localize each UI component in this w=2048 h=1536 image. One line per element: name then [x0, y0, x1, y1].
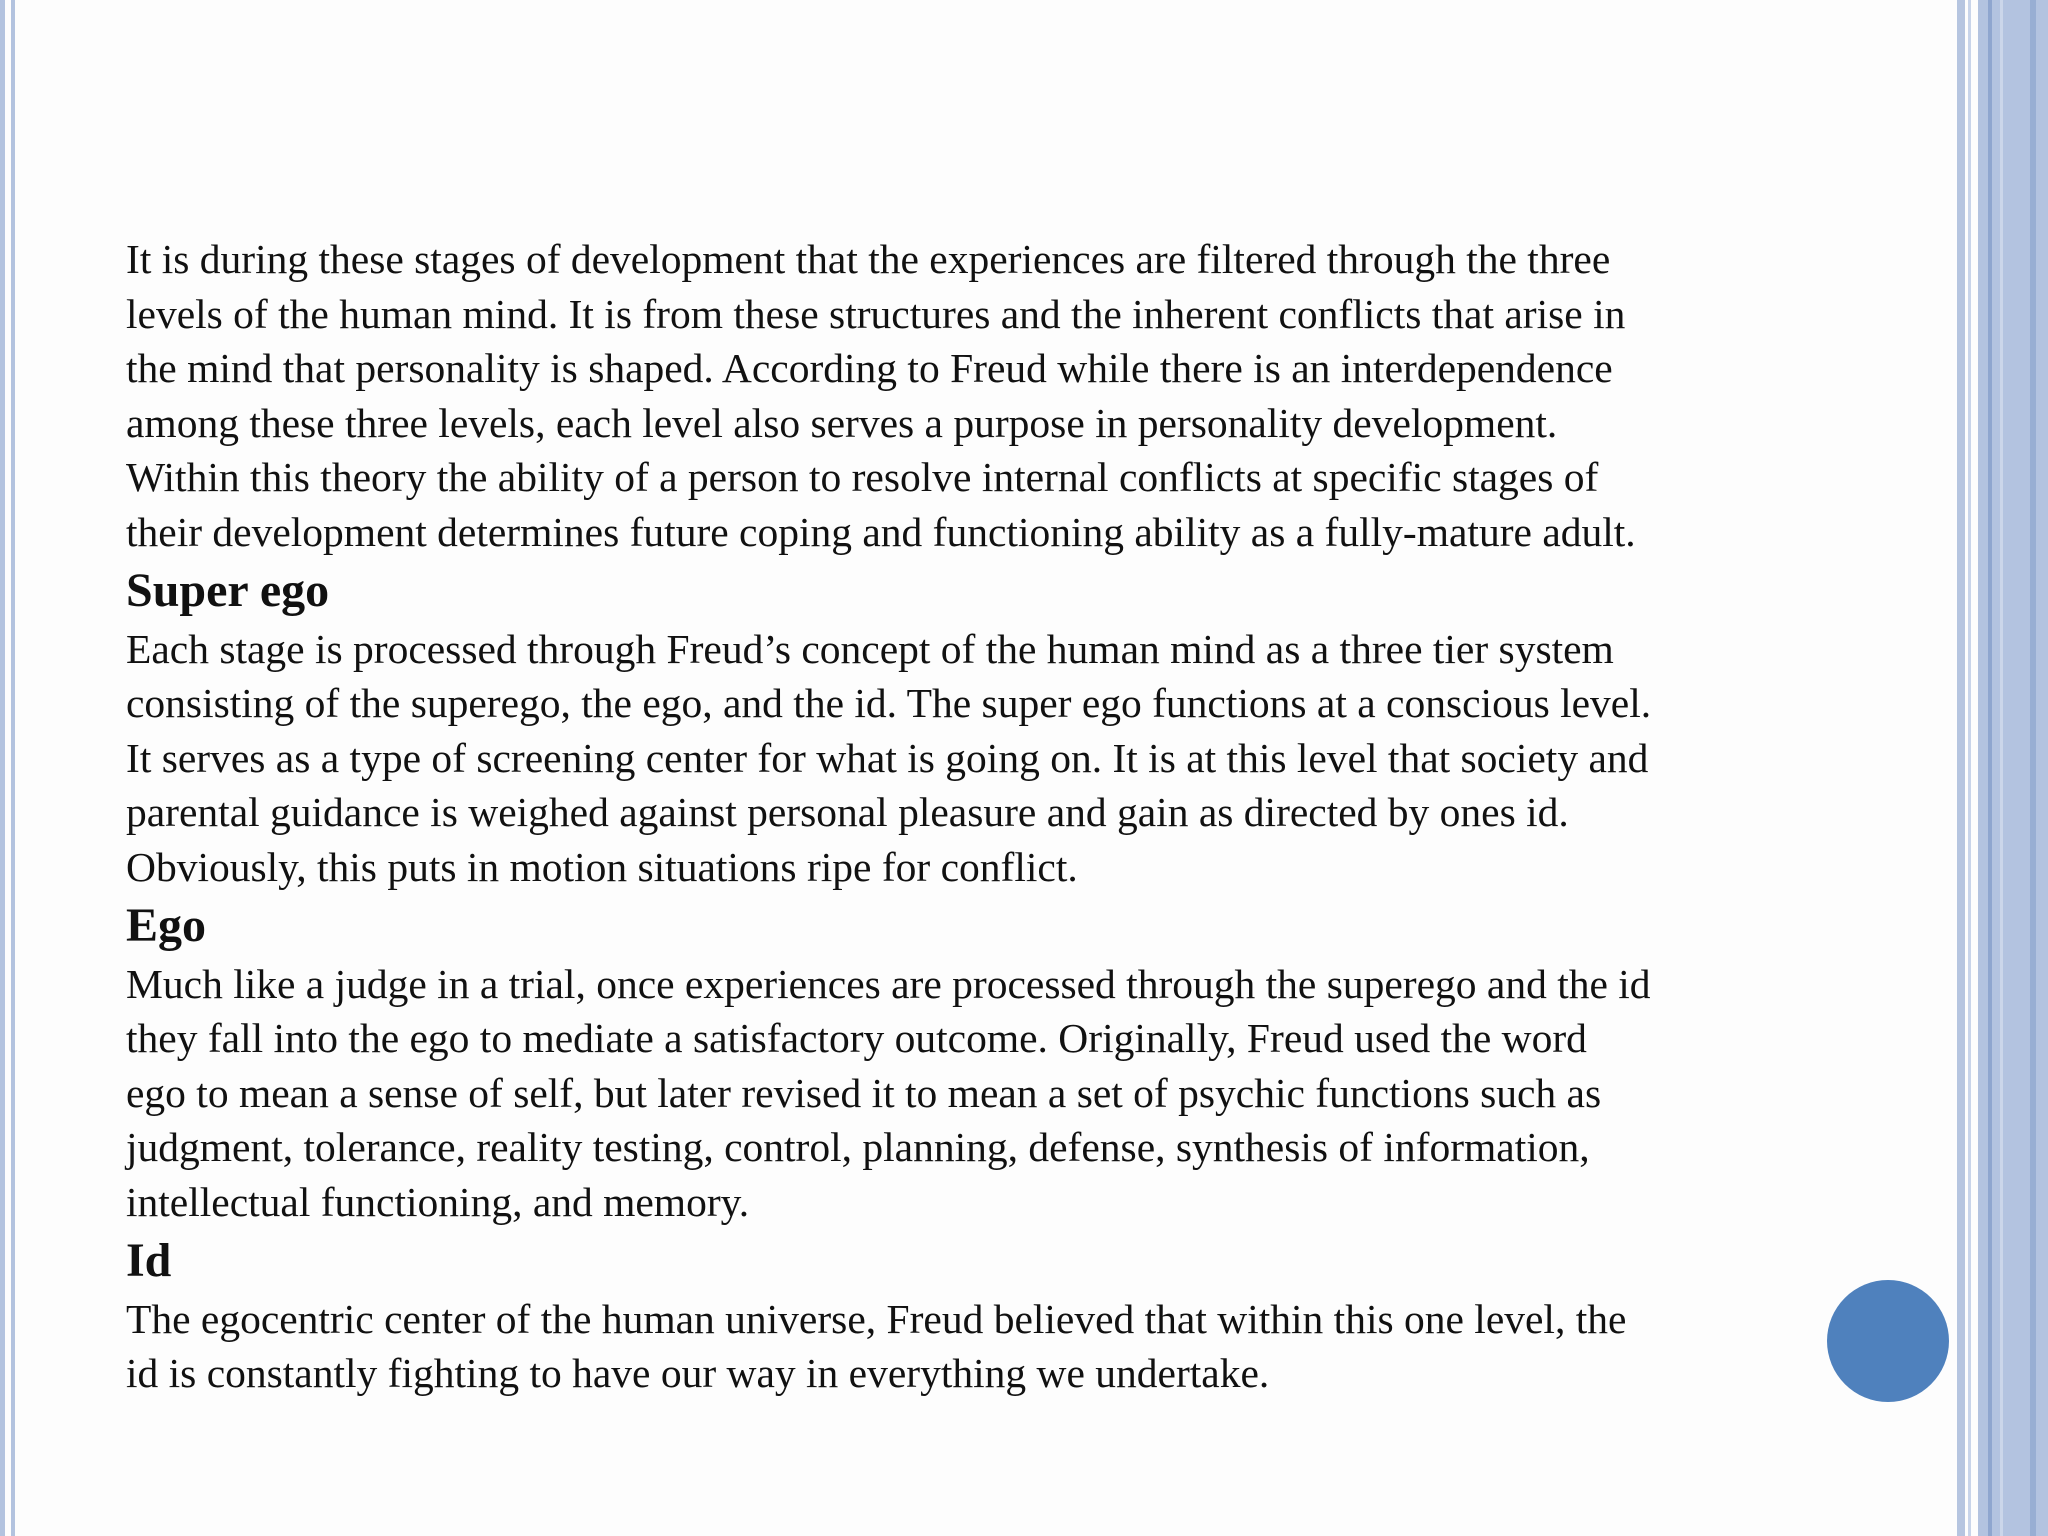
section-body-id: The egocentric center of the human universe, Freud believed that within this one level, the id is constantly fighting to have our way in everything we undertake. [126, 1295, 1627, 1397]
section-body-super-ego: Each stage is processed through Freud’s concept of the human mind as a three tier system consisting of the superego, the ego, and the id. The super ego functions at a conscious level. It serves as a type of screening center for what is going on. It is at this level that society and parental guidance is weighed against personal pleasure and gain as directed by ones id. Obviously, this puts in motion situations ripe for conflict. [126, 625, 1652, 890]
right-decor-stripe [2030, 0, 2036, 1536]
right-decor-line [1968, 0, 1971, 1536]
decorative-circle [1827, 1280, 1949, 1402]
section-body-ego: Much like a judge in a trial, once experiences are processed through the superego and the id they fall into the ego to mediate a satisfactory outcome. Originally, Freud used the word ego to mean a sense of self, but later revised it to mean a set of psychic functions such as judgment, tolerance, reality testing, control, planning, defense, synthesis of information, intellectual functioning, and memory. [126, 960, 1651, 1225]
section-heading-ego: Ego [126, 898, 207, 952]
intro-paragraph: It is during these stages of development that the experiences are filtered through the three levels of the human mind. It is from these structures and the inherent conflicts that arise in the mind that personality is shaped. According to Freud while there is an interdependence among these three levels, each level also serves a purpose in personality development. Within this theory the ability of a person to resolve internal conflicts at specific stages of their development determines future coping and functioning ability as a fully-mature adult. [126, 236, 1636, 555]
right-decor-stripe [1988, 0, 1992, 1536]
right-decor-stripe [2000, 0, 2003, 1536]
left-border-line [0, 0, 5, 1536]
left-border-line [11, 0, 15, 1536]
slide-body [126, 232, 1826, 1401]
right-decor-line [1957, 0, 1965, 1536]
section-heading-id: Id [126, 1233, 172, 1287]
section-heading-super-ego: Super ego [126, 563, 330, 617]
